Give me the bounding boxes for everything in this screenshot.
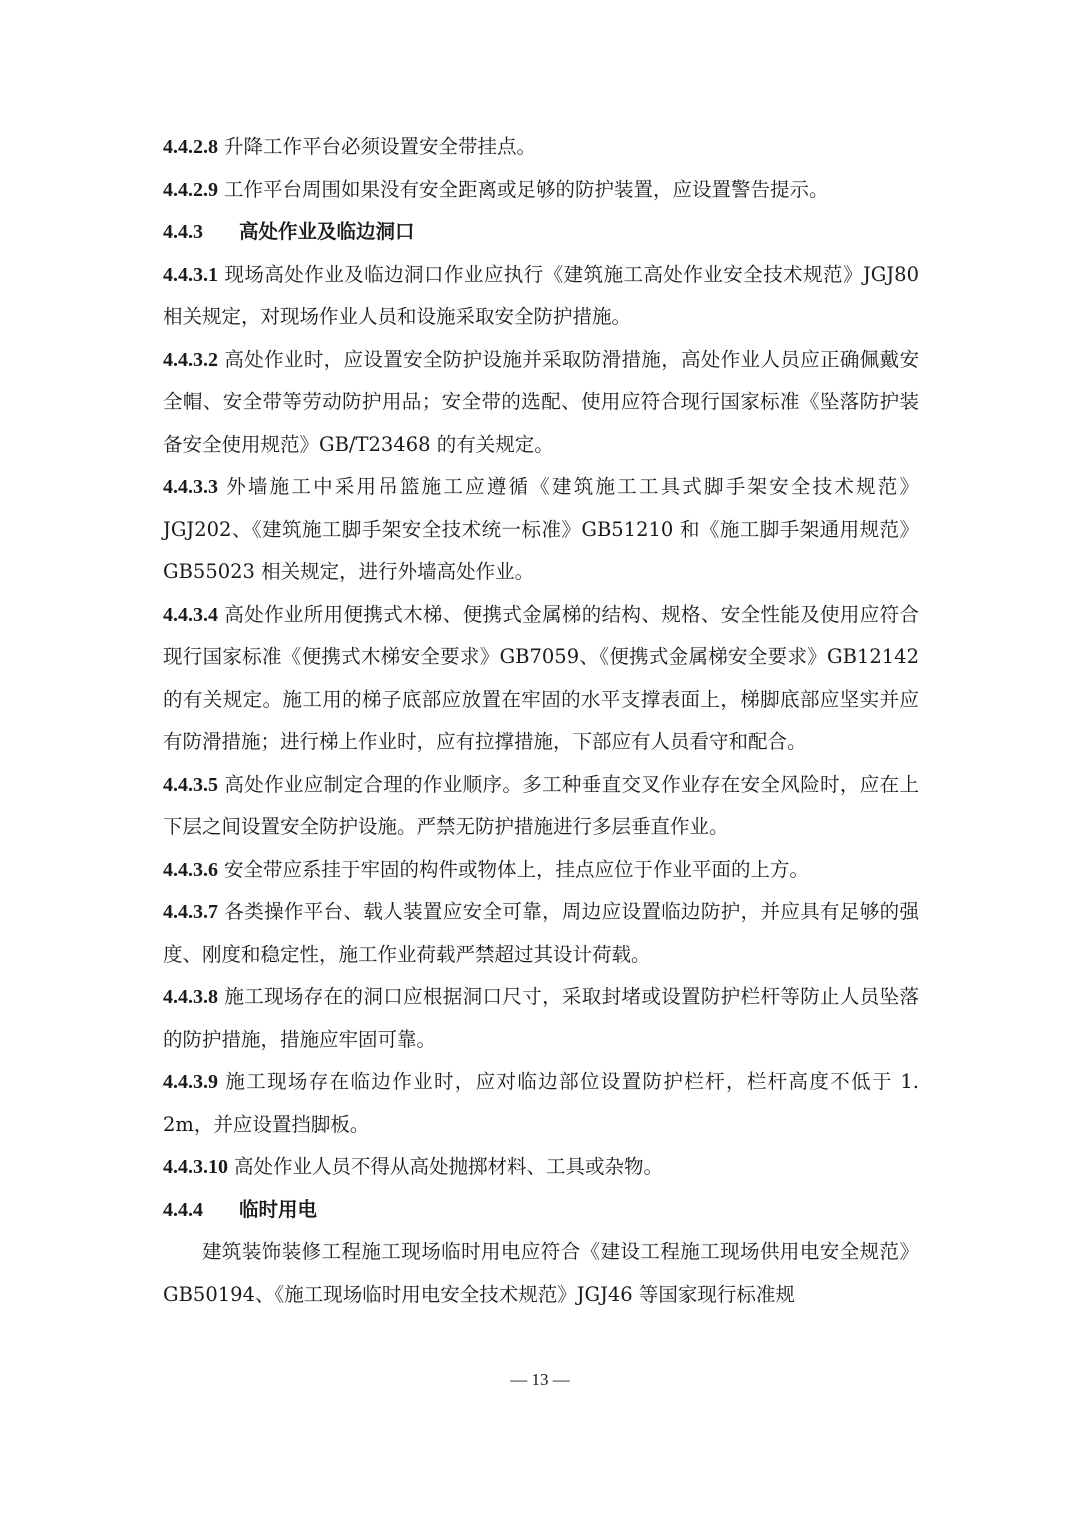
clause-number: 4.4.2.8	[163, 136, 218, 158]
clause-number: 4.4.3.9	[163, 1071, 218, 1093]
clause-4-4-2-8	[163, 126, 919, 169]
clause-text: 工作平台周围如果没有安全距离或足够的防护装置，应设置警告提示。	[224, 177, 829, 201]
clause-text: 高处作业所用便携式木梯、便携式金属梯的结构、规格、安全性能及使用应符合现行国家标准《便携式木梯安全要求》GB7059、《便携式金属梯安全要求》GB12142 的有关规定。施工用的梯子底部应放置在牢固的水平支撑表面上，梯脚底部应坚实并应有防滑措施；进行梯上作业时，应有拉撑措施，下部应有人员看守和配合。	[163, 602, 919, 753]
clause-4-4-3-1	[163, 254, 919, 339]
clause-4-4-3-9	[163, 1061, 919, 1146]
clause-number: 4.4.2.9	[163, 178, 218, 201]
clause-number: 4.4.3.6	[163, 858, 218, 881]
clause-4-4-3-7	[163, 891, 919, 976]
clause-text: 各类操作平台、载人装置应安全可靠，周边应设置临边防护，并应具有足够的强度、刚度和稳定性，施工作业荷载严禁超过其设计荷载。	[163, 900, 919, 966]
clause-number: 4.4.3.7	[163, 901, 218, 923]
clause-number: 4.4.3.8	[163, 986, 218, 1008]
clause-number: 4.4.3.5	[163, 773, 218, 796]
clause-4-4-3-8	[163, 976, 919, 1061]
clause-4-4-2-9	[163, 169, 919, 212]
clause-number: 4.4.3.3	[163, 476, 218, 498]
section-heading-4-4-3	[163, 211, 919, 254]
clause-text: 施工现场存在临边作业时，应对临边部位设置防护栏杆，栏杆高度不低于 1. 2m，并应设置挡脚板。	[163, 1070, 919, 1136]
clause-4-4-3-10	[163, 1146, 919, 1189]
clause-text: 高处作业应制定合理的作业顺序。多工种垂直交叉作业存在安全风险时，应在上下层之间设置安全防护设施。严禁无防护措施进行多层垂直作业。	[163, 772, 919, 838]
clause-number: 4.4.3.2	[163, 348, 218, 371]
clause-4-4-3-3	[163, 466, 919, 594]
clause-number: 4.4.3.4	[163, 603, 218, 626]
section-title: 临时用电	[239, 1197, 318, 1221]
clause-4-4-3-4	[163, 594, 919, 764]
clause-text: 施工现场存在的洞口应根据洞口尺寸，采取封堵或设置防护栏杆等防止人员坠落的防护措施，措施应牢固可靠。	[163, 985, 919, 1051]
clause-4-4-3-5	[163, 764, 919, 849]
section-number: 4.4.4	[163, 1198, 203, 1221]
clause-text: 安全带应系挂于牢固的构件或物体上，挂点应位于作业平面的上方。	[224, 857, 810, 881]
page-number: — 13 —	[510, 1370, 570, 1389]
clause-4-4-3-2	[163, 339, 919, 467]
body-paragraph: 建筑装饰装修工程施工现场临时用电应符合《建设工程施工现场供用电安全规范》GB50194、《施工现场临时用电安全技术规范》JGJ46 等国家现行标准规	[163, 1240, 919, 1306]
clause-text: 现场高处作业及临边洞口作业应执行《建筑施工高处作业安全技术规范》JGJ80 相关规定，对现场作业人员和设施采取安全防护措施。	[163, 262, 919, 328]
clause-text: 高处作业人员不得从高处抛掷材料、工具或杂物。	[234, 1155, 664, 1178]
clause-text: 外墙施工中采用吊篮施工应遵循《建筑施工工具式脚手架安全技术规范》JGJ202、《建筑施工脚手架安全技术统一标准》GB51210 和《施工脚手架通用规范》GB55023 相关规定，进行外墙高处作业。	[163, 475, 919, 583]
section-heading-4-4-4	[163, 1189, 919, 1232]
clause-text: 高处作业时，应设置安全防护设施并采取防滑措施，高处作业人员应正确佩戴安全帽、安全带等劳动防护用品；安全带的选配、使用应符合现行国家标准《坠落防护装备安全使用规范》GB/T23468 的有关规定。	[163, 347, 919, 456]
clause-number: 4.4.3.10	[163, 1156, 228, 1178]
clause-number: 4.4.3.1	[163, 263, 218, 286]
clause-text: 升降工作平台必须设置安全带挂点。	[224, 135, 537, 158]
section-number: 4.4.3	[163, 221, 203, 243]
clause-4-4-3-6	[163, 849, 919, 892]
section-title: 高处作业及临边洞口	[239, 220, 415, 243]
document-body	[163, 126, 919, 1316]
